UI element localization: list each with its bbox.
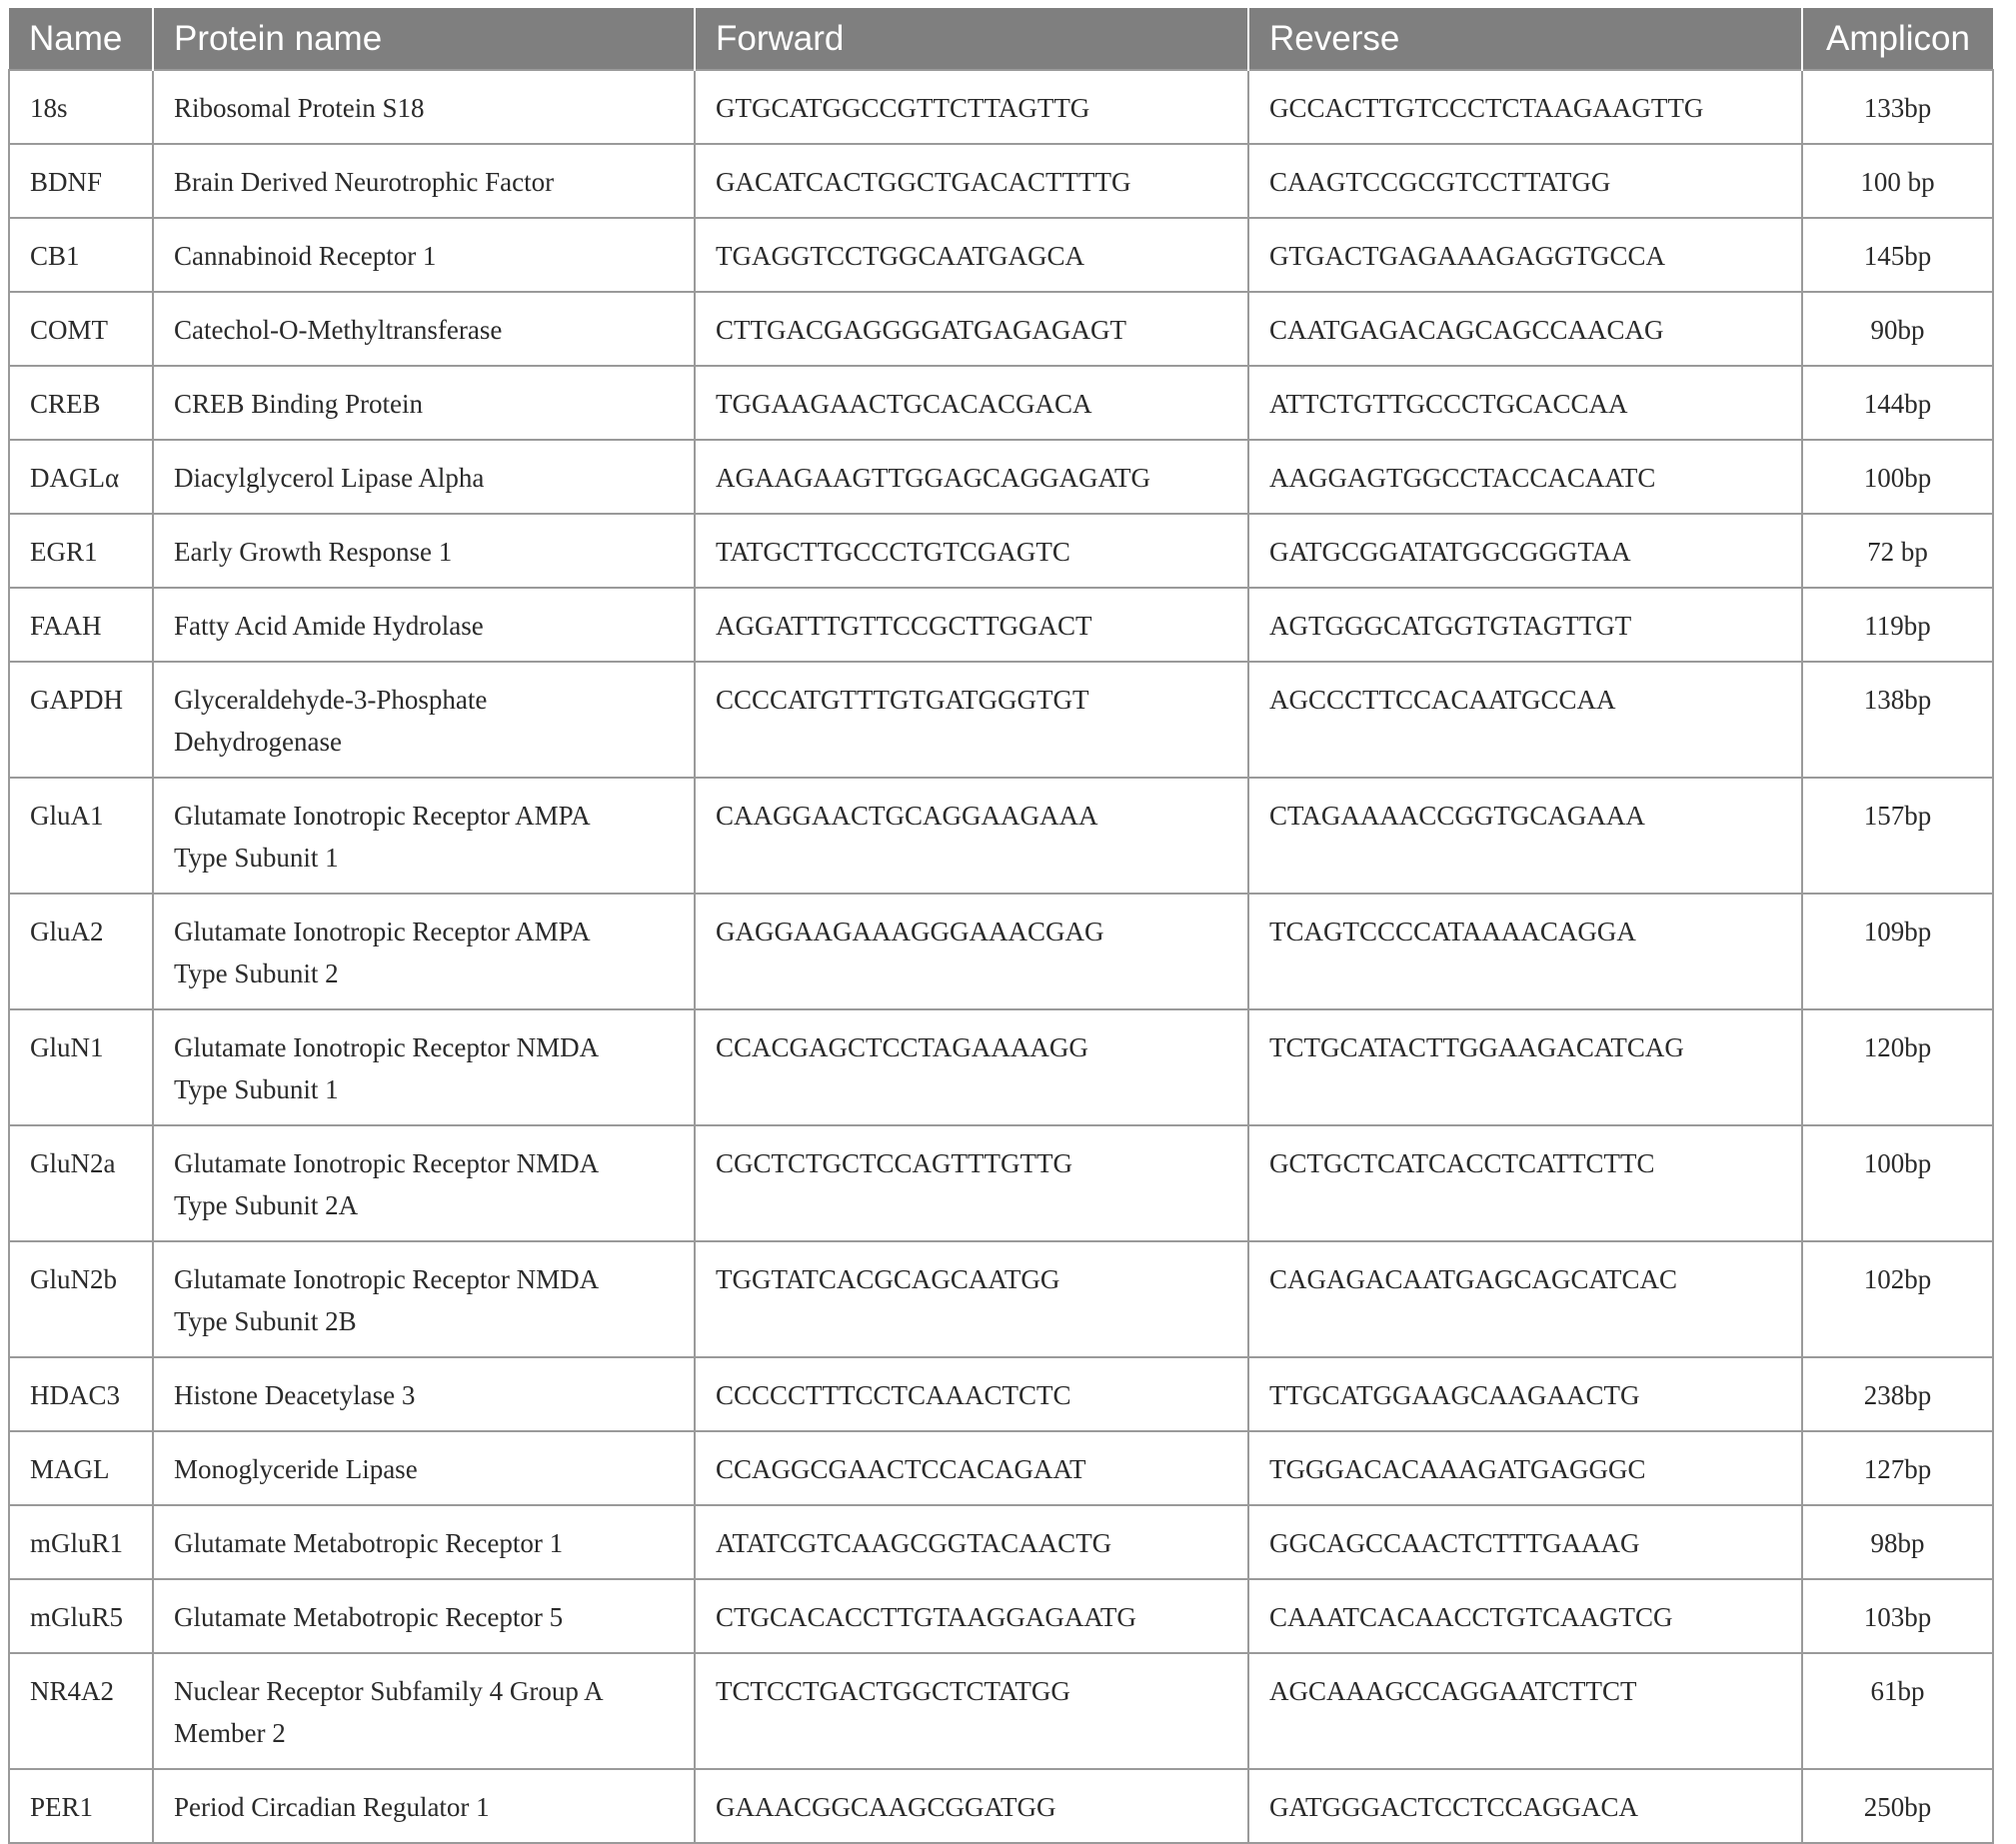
cell-forward: GAGGAAGAAAGGGAAACGAG (695, 894, 1248, 1009)
cell-name: GluN1 (9, 1009, 153, 1125)
cell-reverse: CAATGAGACAGCAGCCAACAG (1248, 292, 1802, 366)
cell-amplicon: 157bp (1802, 778, 1993, 894)
cell-amplicon: 145bp (1802, 218, 1993, 292)
cell-name: CB1 (9, 218, 153, 292)
cell-name: GluN2b (9, 1241, 153, 1357)
cell-amplicon: 250bp (1802, 1769, 1993, 1843)
protein-name-line-1: Glutamate Ionotropic Receptor NMDA (174, 1264, 600, 1294)
cell-protein-name: Cannabinoid Receptor 1 (153, 218, 695, 292)
table-row (9, 70, 1993, 144)
protein-name-line-2: Type Subunit 1 (174, 1074, 339, 1104)
cell-amplicon: 100bp (1802, 440, 1993, 514)
cell-reverse: GATGGGACTCCTCCAGGACA (1248, 1769, 1802, 1843)
table-row (9, 1431, 1993, 1505)
cell-forward: CCAGGCGAACTCCACAGAAT (695, 1431, 1248, 1505)
table-row (9, 1357, 1993, 1431)
table-row (9, 1769, 1993, 1843)
cell-forward: CGCTCTGCTCCAGTTTGTTG (695, 1125, 1248, 1241)
table-row (9, 778, 1993, 894)
cell-protein-name: Period Circadian Regulator 1 (153, 1769, 695, 1843)
table-row (9, 292, 1993, 366)
cell-protein-name: Histone Deacetylase 3 (153, 1357, 695, 1431)
cell-forward: GACATCACTGGCTGACACTTTTG (695, 144, 1248, 218)
cell-name: HDAC3 (9, 1357, 153, 1431)
cell-amplicon: 109bp (1802, 894, 1993, 1009)
cell-forward: CAAGGAACTGCAGGAAGAAA (695, 778, 1248, 894)
cell-protein-name: CREB Binding Protein (153, 366, 695, 440)
cell-reverse: AGTGGGCATGGTGTAGTTGT (1248, 588, 1802, 662)
cell-amplicon: 100bp (1802, 1125, 1993, 1241)
cell-name: GluA2 (9, 894, 153, 1009)
cell-name: COMT (9, 292, 153, 366)
cell-reverse: GCCACTTGTCCCTCTAAGAAGTTG (1248, 70, 1802, 144)
table-row (9, 894, 1993, 1009)
table-body (9, 70, 1993, 1843)
cell-amplicon: 238bp (1802, 1357, 1993, 1431)
table-row (9, 1125, 1993, 1241)
cell-protein-name: Glutamate Metabotropic Receptor 5 (153, 1579, 695, 1653)
cell-protein-name (153, 778, 695, 894)
cell-protein-name (153, 1009, 695, 1125)
primer-table (8, 8, 1994, 1844)
cell-forward: CCCCATGTTTGTGATGGGTGT (695, 662, 1248, 778)
cell-amplicon: 138bp (1802, 662, 1993, 778)
table-row (9, 1579, 1993, 1653)
cell-forward: GTGCATGGCCGTTCTTAGTTG (695, 70, 1248, 144)
cell-amplicon: 103bp (1802, 1579, 1993, 1653)
table-header (9, 8, 1993, 70)
cell-forward: TATGCTTGCCCTGTCGAGTC (695, 514, 1248, 588)
cell-amplicon: 72 bp (1802, 514, 1993, 588)
cell-forward: AGAAGAAGTTGGAGCAGGAGATG (695, 440, 1248, 514)
protein-name-line-2: Type Subunit 2A (174, 1190, 359, 1220)
protein-name-line-2: Member 2 (174, 1718, 286, 1748)
table-row (9, 1653, 1993, 1769)
cell-protein-name (153, 1241, 695, 1357)
cell-amplicon: 120bp (1802, 1009, 1993, 1125)
protein-name-line-1: Glutamate Ionotropic Receptor NMDA (174, 1148, 600, 1178)
cell-name: MAGL (9, 1431, 153, 1505)
cell-amplicon: 133bp (1802, 70, 1993, 144)
cell-forward: GAAACGGCAAGCGGATGG (695, 1769, 1248, 1843)
protein-name-line-1: Nuclear Receptor Subfamily 4 Group A (174, 1676, 604, 1706)
cell-protein-name: Diacylglycerol Lipase Alpha (153, 440, 695, 514)
cell-name: PER1 (9, 1769, 153, 1843)
cell-name: GluA1 (9, 778, 153, 894)
table-row (9, 1505, 1993, 1579)
header-reverse: Reverse (1248, 8, 1802, 70)
cell-amplicon: 90bp (1802, 292, 1993, 366)
cell-reverse: GGCAGCCAACTCTTTGAAAG (1248, 1505, 1802, 1579)
cell-amplicon: 61bp (1802, 1653, 1993, 1769)
cell-name: EGR1 (9, 514, 153, 588)
cell-protein-name: Glutamate Metabotropic Receptor 1 (153, 1505, 695, 1579)
header-name: Name (9, 8, 153, 70)
cell-name: FAAH (9, 588, 153, 662)
header-amplicon: Amplicon (1802, 8, 1993, 70)
cell-protein-name: Ribosomal Protein S18 (153, 70, 695, 144)
table-row (9, 1241, 1993, 1357)
cell-forward: TGAGGTCCTGGCAATGAGCA (695, 218, 1248, 292)
cell-reverse: CAAATCACAACCTGTCAAGTCG (1248, 1579, 1802, 1653)
cell-forward: TCTCCTGACTGGCTCTATGG (695, 1653, 1248, 1769)
cell-amplicon: 127bp (1802, 1431, 1993, 1505)
cell-reverse: TTGCATGGAAGCAAGAACTG (1248, 1357, 1802, 1431)
cell-reverse: GTGACTGAGAAAGAGGTGCCA (1248, 218, 1802, 292)
cell-name: BDNF (9, 144, 153, 218)
table-row (9, 588, 1993, 662)
cell-name: mGluR1 (9, 1505, 153, 1579)
cell-forward: AGGATTTGTTCCGCTTGGACT (695, 588, 1248, 662)
cell-protein-name (153, 662, 695, 778)
cell-reverse: AGCAAAGCCAGGAATCTTCT (1248, 1653, 1802, 1769)
cell-protein-name: Fatty Acid Amide Hydrolase (153, 588, 695, 662)
cell-name: NR4A2 (9, 1653, 153, 1769)
cell-forward: CCCCCTTTCCTCAAACTCTC (695, 1357, 1248, 1431)
cell-amplicon: 102bp (1802, 1241, 1993, 1357)
cell-protein-name: Monoglyceride Lipase (153, 1431, 695, 1505)
cell-protein-name (153, 1125, 695, 1241)
cell-amplicon: 100 bp (1802, 144, 1993, 218)
cell-name: 18s (9, 70, 153, 144)
cell-reverse: CTAGAAAACCGGTGCAGAAA (1248, 778, 1802, 894)
cell-reverse: TCTGCATACTTGGAAGACATCAG (1248, 1009, 1802, 1125)
cell-name: GAPDH (9, 662, 153, 778)
cell-forward: TGGTATCACGCAGCAATGG (695, 1241, 1248, 1357)
table-row (9, 440, 1993, 514)
cell-name: mGluR5 (9, 1579, 153, 1653)
cell-protein-name (153, 1653, 695, 1769)
cell-protein-name (153, 894, 695, 1009)
primer-table-container (8, 8, 1992, 1844)
cell-reverse: TGGGACACAAAGATGAGGGC (1248, 1431, 1802, 1505)
cell-reverse: ATTCTGTTGCCCTGCACCAA (1248, 366, 1802, 440)
header-forward: Forward (695, 8, 1248, 70)
table-row (9, 366, 1993, 440)
protein-name-line-1: Glutamate Ionotropic Receptor AMPA (174, 917, 591, 946)
header-row (9, 8, 1993, 70)
cell-reverse: AAGGAGTGGCCTACCACAATC (1248, 440, 1802, 514)
cell-name: CREB (9, 366, 153, 440)
cell-protein-name: Catechol-O-Methyltransferase (153, 292, 695, 366)
cell-amplicon: 98bp (1802, 1505, 1993, 1579)
cell-protein-name: Brain Derived Neurotrophic Factor (153, 144, 695, 218)
table-row (9, 144, 1993, 218)
protein-name-line-1: Glutamate Ionotropic Receptor AMPA (174, 801, 591, 831)
cell-forward: CCACGAGCTCCTAGAAAAGG (695, 1009, 1248, 1125)
table-row (9, 662, 1993, 778)
table-row (9, 218, 1993, 292)
cell-forward: ATATCGTCAAGCGGTACAACTG (695, 1505, 1248, 1579)
cell-forward: CTGCACACCTTGTAAGGAGAATG (695, 1579, 1248, 1653)
cell-reverse: CAGAGACAATGAGCAGCATCAC (1248, 1241, 1802, 1357)
cell-amplicon: 119bp (1802, 588, 1993, 662)
cell-reverse: GATGCGGATATGGCGGGTAA (1248, 514, 1802, 588)
protein-name-line-1: Glutamate Ionotropic Receptor NMDA (174, 1032, 600, 1062)
protein-name-line-2: Type Subunit 1 (174, 843, 339, 873)
protein-name-line-2: Dehydrogenase (174, 727, 342, 757)
cell-reverse: AGCCCTTCCACAATGCCAA (1248, 662, 1802, 778)
header-protein-name: Protein name (153, 8, 695, 70)
protein-name-line-2: Type Subunit 2 (174, 958, 339, 988)
cell-protein-name: Early Growth Response 1 (153, 514, 695, 588)
cell-amplicon: 144bp (1802, 366, 1993, 440)
cell-forward: TGGAAGAACTGCACACGACA (695, 366, 1248, 440)
cell-reverse: TCAGTCCCCATAAAACAGGA (1248, 894, 1802, 1009)
table-row (9, 514, 1993, 588)
cell-forward: CTTGACGAGGGGATGAGAGAGT (695, 292, 1248, 366)
cell-reverse: GCTGCTCATCACCTCATTCTTC (1248, 1125, 1802, 1241)
cell-reverse: CAAGTCCGCGTCCTTATGG (1248, 144, 1802, 218)
table-row (9, 1009, 1993, 1125)
protein-name-line-1: Glyceraldehyde-3-Phosphate (174, 685, 488, 715)
cell-name: DAGLα (9, 440, 153, 514)
protein-name-line-2: Type Subunit 2B (174, 1306, 357, 1336)
cell-name: GluN2a (9, 1125, 153, 1241)
